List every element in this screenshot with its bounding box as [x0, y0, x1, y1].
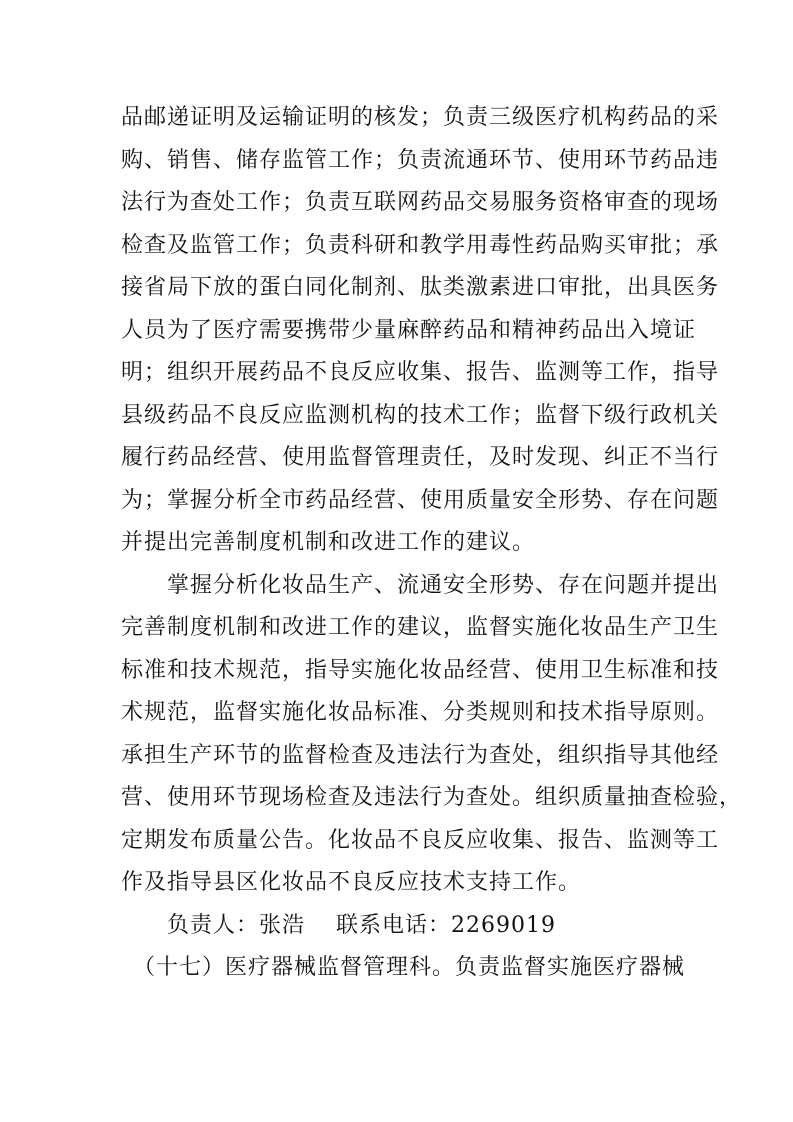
text-line: 检查及监管工作；负责科研和教学用毒性药品购买审批；承	[121, 232, 720, 258]
text-line: 掌握分析化妆品生产、流通安全形势、存在问题并提出	[121, 572, 720, 598]
text-line: 品邮递证明及运输证明的核发；负责三级医疗机构药品的采	[121, 105, 720, 130]
body-text	[121, 97, 743, 990]
section-heading-line: （十七）医疗器械监督管理科。负责监督实施医疗器械	[121, 955, 686, 980]
text-line: 完善制度机制和改进工作的建议，监督实施化妆品生产卫生	[121, 615, 720, 640]
contact-line: 负责人：张浩 联系电话：2269019	[121, 912, 556, 938]
text-line: 为；掌握分析全市药品经营、使用质量安全形势、存在问题	[121, 487, 720, 513]
text-line: 人员为了医疗需要携带少量麻醉药品和精神药品出入境证	[121, 317, 697, 343]
text-line: 县级药品不良反应监测机构的技术工作；监督下级行政机关	[121, 402, 720, 428]
text-line: 标准和技术规范，指导实施化妆品经营、使用卫生标准和技	[121, 657, 720, 683]
text-line: 术规范，监督实施化妆品标准、分类规则和技术指导原则。	[121, 700, 720, 725]
text-line: 承担生产环节的监督检查及违法行为查处，组织指导其他经	[121, 742, 720, 768]
text-line: 作及指导县区化妆品不良反应技术支持工作。	[121, 870, 582, 895]
text-line: 定期发布质量公告。化妆品不良反应收集、报告、监测等工	[121, 827, 720, 853]
text-line: 营、使用环节现场检查及违法行为查处。组织质量抽查检验，	[121, 785, 743, 810]
text-line: 接省局下放的蛋白同化制剂、肽类激素进口审批，出具医务	[121, 275, 720, 300]
text-line: 履行药品经营、使用监督管理责任，及时发现、纠正不当行	[121, 445, 720, 470]
text-line: 明；组织开展药品不良反应收集、报告、监测等工作，指导	[121, 360, 720, 385]
text-line: 法行为查处工作；负责互联网药品交易服务资格审查的现场	[121, 190, 720, 215]
text-line: 购、销售、储存监管工作；负责流通环节、使用环节药品违	[121, 147, 720, 173]
text-line: 并提出完善制度机制和改进工作的建议。	[121, 530, 536, 555]
